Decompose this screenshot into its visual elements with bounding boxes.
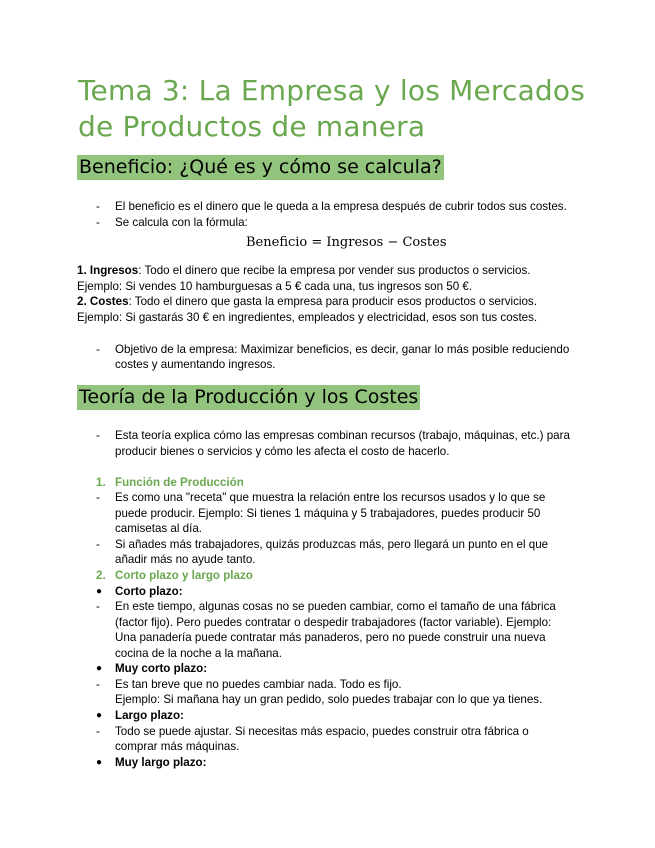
dash-bullet: - <box>96 600 100 613</box>
muy-largo-plazo-label: Muy largo plazo: <box>115 756 207 769</box>
costes-label: 2. Costes <box>77 295 129 308</box>
corto-line-1: En este tiempo, algunas cosas no se pueden cambiar, como el tamaño de una fábrica <box>115 600 556 613</box>
ingresos-label: 1. Ingresos <box>77 264 139 277</box>
muycorto-line-2: Ejemplo: Si mañana hay un gran pedido, solo puedes trabajar con lo que ya tienes. <box>115 693 543 706</box>
costes-text: : Todo el dinero que gasta la empresa para producir esos productos o servicios. <box>128 295 537 308</box>
item-number: 1. <box>96 476 106 489</box>
muycorto-line-1: Es tan breve que no puedes cambiar nada. Todo es fijo. <box>115 678 402 691</box>
ingresos-paragraph <box>77 263 530 279</box>
formula: Beneficio = Ingresos − Costes <box>246 235 447 250</box>
intro-line-1: Esta teoría explica cómo las empresas combinan recursos (trabajo, máquinas, etc.) para <box>115 429 570 442</box>
funcion-b1-line-2: puede producir. Ejemplo: Si tienes 1 máquina y 5 trabajadores, puedes producir 50 <box>115 507 541 520</box>
round-bullet: ● <box>96 586 103 597</box>
title-line-2: de Productos de manera <box>78 110 426 143</box>
dash-bullet: - <box>96 200 100 213</box>
dash-bullet: - <box>96 725 100 738</box>
corto-line-3: Una panadería puede contratar más panaderos, pero no puede construir una nueva <box>115 631 546 644</box>
corto-line-4: cocina de la noche a la mañana. <box>115 647 282 660</box>
dash-bullet: - <box>96 216 100 229</box>
dash-bullet: - <box>96 491 100 504</box>
funcion-b1-line-3: camisetas al día. <box>115 522 202 535</box>
item-title-funcion: Función de Producción <box>115 476 244 489</box>
item-title-plazo: Corto plazo y largo plazo <box>115 569 253 582</box>
funcion-b2-line-2: añadir más no ayude tanto. <box>115 553 256 566</box>
objetivo-line-1: Objetivo de la empresa: Maximizar beneficios, es decir, ganar lo más posible reduciendo <box>115 343 570 356</box>
bullet-text: Se calcula con la fórmula: <box>115 216 248 229</box>
costes-paragraph <box>77 294 537 310</box>
muy-corto-plazo-label: Muy corto plazo: <box>115 662 208 675</box>
objetivo-line-2: costes y aumentando ingresos. <box>115 358 276 371</box>
dash-bullet: - <box>96 429 100 442</box>
item-number: 2. <box>96 569 106 582</box>
ingresos-text: : Todo el dinero que recibe la empresa por vender sus productos o servicios. <box>138 264 531 277</box>
ingresos-example: Ejemplo: Si vendes 10 hamburguesas a 5 € cada una, tus ingresos son 50 €. <box>77 280 473 293</box>
page-title <box>78 73 618 145</box>
section-heading-beneficio: Beneficio: ¿Qué es y cómo se calcula? <box>79 156 442 178</box>
round-bullet: ● <box>96 710 103 721</box>
funcion-b2-line-1: Si añades más trabajadores, quizás produzcas más, pero llegará un punto en el que <box>115 538 549 551</box>
dash-bullet: - <box>96 343 100 356</box>
intro-line-2: producir bienes o servicios y cómo les afecta el costo de hacerlo. <box>115 445 450 458</box>
largo-line-2: comprar más máquinas. <box>115 740 240 753</box>
dash-bullet: - <box>96 538 100 551</box>
title-line-1: Tema 3: La Empresa y los Mercados <box>78 74 586 107</box>
round-bullet: ● <box>96 663 103 674</box>
largo-line-1: Todo se puede ajustar. Si necesitas más espacio, puedes construir otra fábrica o <box>115 725 529 738</box>
largo-plazo-label: Largo plazo: <box>115 709 184 722</box>
round-bullet: ● <box>96 757 103 768</box>
bullet-text: El beneficio es el dinero que le queda a la empresa después de cubrir todos sus costes. <box>115 200 567 213</box>
dash-bullet: - <box>96 678 100 691</box>
costes-example: Ejemplo: Si gastarás 30 € en ingredientes, empleados y electricidad, esos son tus costes. <box>77 311 538 324</box>
section-heading-produccion: Teoría de la Producción y los Costes <box>79 386 419 408</box>
corto-plazo-label: Corto plazo: <box>115 585 183 598</box>
funcion-b1-line-1: Es como una "receta" que muestra la relación entre los recursos usados y lo que se <box>115 491 546 504</box>
corto-line-2: (factor fijo). Pero puedes contratar o despedir trabajadores (factor variable). Ejemplo: <box>115 616 552 629</box>
